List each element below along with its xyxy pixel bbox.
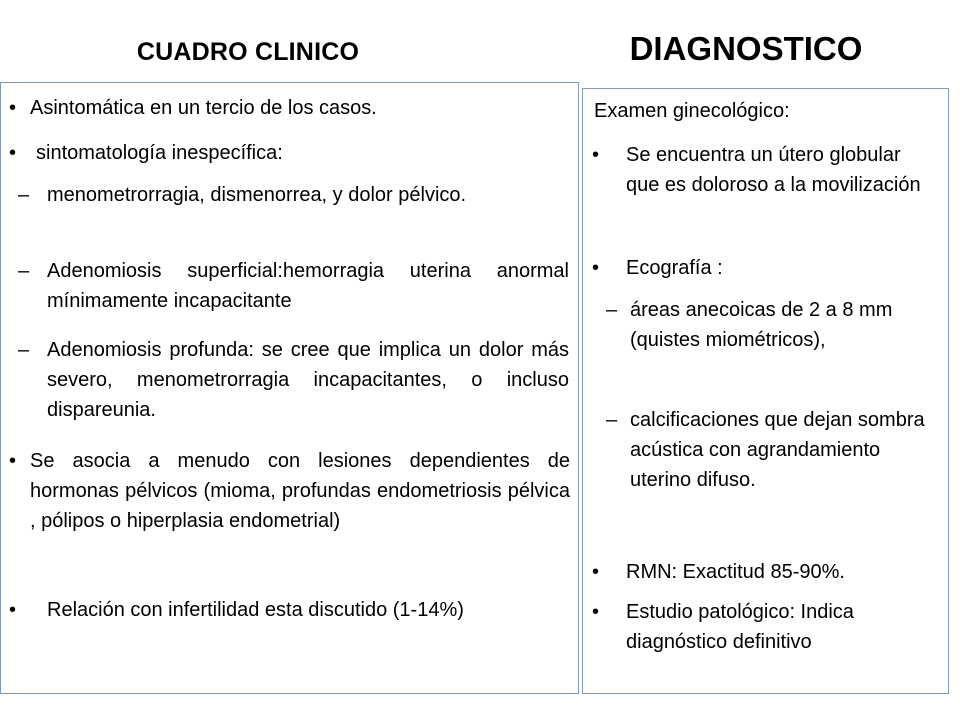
dash-marker: – <box>18 260 30 282</box>
list-item-text: Se encuentra un útero globular que es doloroso a la movilización <box>626 144 921 196</box>
bullet-marker: • <box>9 142 17 164</box>
list-item-text: Ecografía : <box>626 257 723 279</box>
cuadro-clinico-title: CUADRO CLINICO <box>136 38 360 66</box>
bullet-marker: • <box>592 144 600 166</box>
list-item-text: RMN: Exactitud 85-90%. <box>626 561 845 583</box>
dash-marker: – <box>606 299 618 321</box>
bullet-marker: • <box>592 601 600 623</box>
bullet-marker: • <box>9 97 17 119</box>
bullet-marker: • <box>9 450 17 472</box>
dash-marker: – <box>18 184 30 206</box>
list-item-text: calcificaciones que dejan sombra acústica con agrandamiento uterino difuso. <box>630 409 925 491</box>
dash-marker: – <box>606 409 618 431</box>
bullet-marker: • <box>592 561 600 583</box>
list-item-text: Estudio patológico: Indica diagnóstico definitivo <box>626 601 854 653</box>
diagnostico-title: DIAGNOSTICO <box>629 30 863 67</box>
examen-heading: Examen ginecológico: <box>594 100 790 122</box>
list-item-text: Adenomiosis superficial:hemorragia uterina anormal mínimamente incapacitante <box>47 260 569 312</box>
bullet-marker: • <box>9 599 17 621</box>
dash-marker: – <box>18 339 30 361</box>
bullet-marker: • <box>592 257 600 279</box>
list-item-text: Relación con infertilidad esta discutido (1-14%) <box>47 599 464 621</box>
list-item-text: Se asocia a menudo con lesiones dependientes de hormonas pélvicos (mioma, profundas endometriosis pélvica , pólipos o hiperplasia endometrial) <box>30 450 570 532</box>
list-item-text: sintomatología inespecífica: <box>36 142 283 164</box>
list-item-text: Asintomática en un tercio de los casos. <box>30 97 377 119</box>
list-item-text: menometrorragia, dismenorrea, y dolor pélvico. <box>47 184 467 206</box>
list-item-text: áreas anecoicas de 2 a 8 mm (quistes miométricos), <box>630 299 893 351</box>
list-item-text: Adenomiosis profunda: se cree que implica un dolor más severo, menometrorragia incapacitantes, o incluso dispareunia. <box>47 339 569 421</box>
